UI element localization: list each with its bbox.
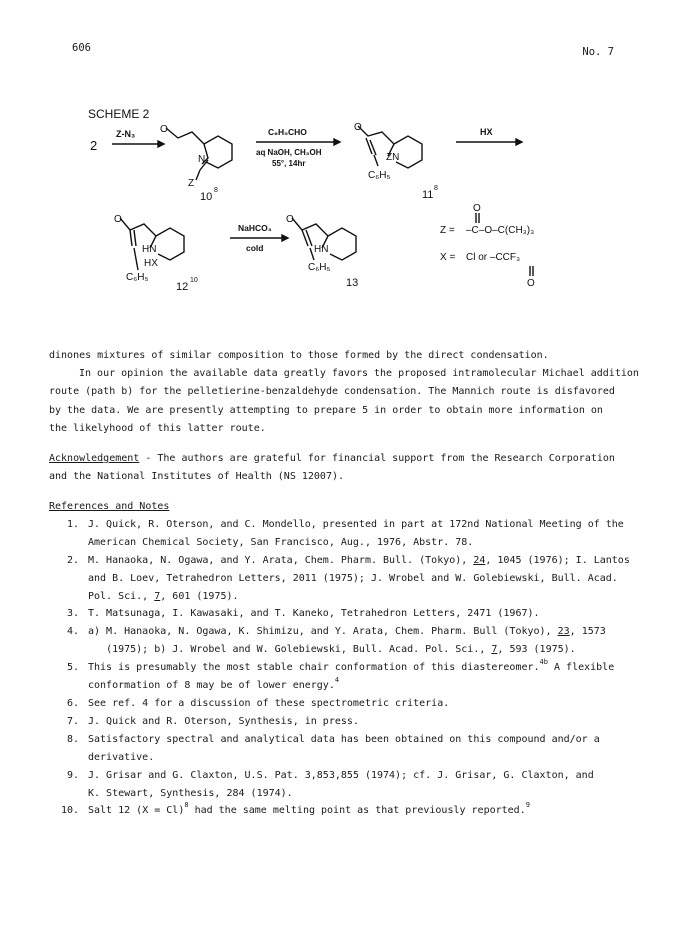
scheme-drawing	[60, 100, 640, 340]
reference-volume: 23	[557, 626, 570, 638]
acknowledgement	[49, 450, 644, 486]
reference-text: J. Quick, R. Oterson, and C. Mondello, presented in part at 172nd National Meeting of the	[88, 518, 624, 530]
reference-text: , 593 (1975).	[497, 644, 576, 656]
acknowledgement-line-1: - The authors are grateful for financial support from the Research Corporation	[139, 453, 615, 464]
reaction-scheme	[60, 100, 640, 340]
reference-number: 8.	[66, 733, 79, 745]
paragraph-1: dinones mixtures of similar composition to those formed by the direct condensation.	[49, 350, 549, 361]
paragraph-2-line-2: route (path b) for the pelletierine-benzaldehyde condensation. The Mannich route is disfavored	[49, 386, 615, 398]
paragraph-2-line-3b: in order to obtain more information on	[368, 404, 603, 416]
reference-superscript: 8	[184, 801, 189, 810]
atom-o-x-def: O	[527, 278, 535, 289]
reference-text: M. Hanaoka, N. Ogawa, and Y. Arata, Chem. Pharm. Bull. (Tokyo),	[88, 554, 474, 566]
reference-8	[49, 731, 649, 767]
compound-12-label: 12	[176, 281, 189, 293]
paragraph-2	[49, 365, 644, 438]
atom-phenyl-13: C₆H₅	[308, 262, 331, 273]
reference-text: A flexible	[547, 662, 615, 674]
reference-superscript: 9	[525, 801, 530, 810]
issue-number: No. 7	[582, 46, 614, 58]
reference-number: 4.	[66, 626, 79, 638]
reference-text: , 1045 (1976); I. Lantos	[485, 554, 630, 566]
atom-o-13: O	[286, 214, 294, 225]
reference-text: K. Stewart, Synthesis, 284 (1974).	[88, 787, 293, 799]
compound-10-ref: 8	[214, 187, 218, 194]
reference-5	[49, 659, 649, 695]
reference-text: conformation of	[88, 680, 185, 692]
atom-o-10: O	[160, 124, 168, 135]
reference-text: (1975); b) J. Wrobel and W. Golebiewski, Bull. Acad. Pol. Sci.,	[106, 644, 492, 656]
reference-text: (X = Cl)	[130, 805, 185, 817]
compound-11-ref: 8	[434, 185, 438, 192]
reference-text: Pol. Sci.,	[88, 590, 155, 602]
reference-text: derivative.	[88, 751, 155, 763]
compound-ref-5: 5	[362, 404, 369, 416]
reference-number: 5.	[66, 662, 79, 674]
acknowledgement-line-2: and the National Institutes of Health (NS 12007).	[49, 471, 345, 482]
reference-number: 6.	[66, 697, 79, 709]
reference-number: 2.	[66, 554, 79, 566]
reference-text: J. Quick and R. Oterson, Synthesis, in press.	[88, 715, 359, 727]
reagent-benzaldehyde: C₆H₅CHO	[268, 127, 307, 137]
references	[49, 498, 649, 820]
reference-text: and B. Loev, Tetrahedron Letters, 2011 (1975); J. Wrobel and W. Golebiewski, Bull. Acad.	[88, 572, 618, 584]
compound-13-label: 13	[346, 277, 359, 289]
atom-hn-12: HN	[142, 244, 157, 255]
reference-superscript: 4	[334, 676, 340, 685]
compound-2-label: 2	[90, 138, 98, 153]
reference-text: This is presumably the most stable chair conformation of this diastereomer.	[88, 662, 540, 674]
compound-11-label: 11	[422, 189, 434, 201]
reference-text: Satisfactory spectral and analytical data has been obtained on this compound and/or a	[88, 733, 600, 745]
atom-hn-13: HN	[314, 244, 329, 255]
reference-6	[49, 695, 649, 713]
compound-ref-12: 12	[118, 805, 131, 817]
reference-text: T. Matsunaga, I. Kawasaki, and T. Kaneko, Tetrahedron Letters, 2471 (1967).	[88, 608, 540, 620]
reference-text: Salt	[88, 805, 119, 817]
atom-phenyl-12: C₆H₅	[126, 272, 149, 283]
reference-volume: 7	[154, 590, 161, 602]
atom-o-11: O	[354, 122, 362, 133]
x-definition-label: X =	[440, 252, 456, 263]
paragraph-2-line-4: the likelyhood of this latter route.	[49, 422, 266, 434]
compound-ref-8: 8	[184, 680, 191, 692]
atom-z-10: Z	[188, 178, 195, 189]
reference-text: American Chemical Society, San Francisco, Aug., 1976, Abstr. 78.	[88, 536, 474, 548]
reagent-z-n3: Z-N₃	[116, 129, 136, 139]
paragraph-2-line-3a: by the data. We are presently attempting to prepare	[49, 404, 363, 416]
page-number: 606	[72, 42, 91, 54]
reference-superscript: 4b	[539, 658, 548, 667]
reference-text: , 601 (1975).	[160, 590, 239, 602]
z-definition-label: Z =	[440, 225, 455, 236]
reference-text: a) M. Hanaoka, N. Ogawa, K. Shimizu, and Y. Arata, Chem. Pharm. Bull (Tokyo),	[88, 626, 558, 638]
references-heading: References and Notes	[49, 501, 170, 512]
compound-10-label: 10	[200, 191, 213, 203]
compound-12-ref: 10	[190, 277, 198, 284]
atom-hx-12: HX	[144, 258, 158, 269]
reference-10	[49, 802, 649, 820]
reagent-conditions: 55°, 14hr	[272, 159, 306, 168]
reference-7	[49, 713, 649, 731]
atom-zn-11: ZN	[386, 152, 400, 163]
reference-text: may be of lower energy.	[190, 680, 335, 692]
body-text	[49, 347, 644, 438]
z-definition-value: –C–O–C(CH₃)₃	[466, 225, 535, 236]
atom-n-10: N	[198, 154, 206, 165]
reference-number: 10.	[60, 805, 79, 817]
reference-4	[49, 623, 649, 659]
reagent-hx: HX	[480, 127, 493, 137]
reference-9	[49, 767, 649, 803]
reagent-nahco3: NaHCO₃	[238, 223, 272, 233]
reference-number: 9.	[66, 769, 79, 781]
reference-text: had the same melting point as that previously reported.	[188, 805, 526, 817]
reference-volume: 7	[491, 644, 498, 656]
reference-text: , 1573	[569, 626, 606, 638]
atom-o-z-def: O	[473, 203, 481, 214]
atom-phenyl-11: C₆H₅	[368, 170, 391, 181]
scheme-title: SCHEME 2	[88, 107, 150, 121]
reference-3	[49, 605, 649, 623]
reference-number: 3.	[66, 608, 79, 620]
reference-1	[49, 516, 649, 552]
reference-text: See ref. 4 for a discussion of these spectrometric criteria.	[88, 697, 450, 709]
paragraph-2-line-1: In our opinion the available data greatly favors the proposed intramolecular Michael addition	[79, 368, 639, 380]
reference-text: J. Grisar and G. Claxton, U.S. Pat. 3,853,855 (1974); cf. J. Grisar, G. Claxton, and	[88, 769, 594, 781]
reference-number: 1.	[66, 518, 79, 530]
atom-o-12: O	[114, 214, 122, 225]
acknowledgement-heading: Acknowledgement	[49, 453, 140, 464]
reference-number: 7.	[66, 715, 79, 727]
reagent-naoh: aq NaOH, CH₃OH	[256, 148, 322, 157]
reagent-cold: cold	[246, 243, 264, 253]
x-definition-value: Cl or –CCF₃	[466, 252, 521, 263]
reference-volume: 24	[473, 554, 486, 566]
reference-2	[49, 552, 649, 606]
